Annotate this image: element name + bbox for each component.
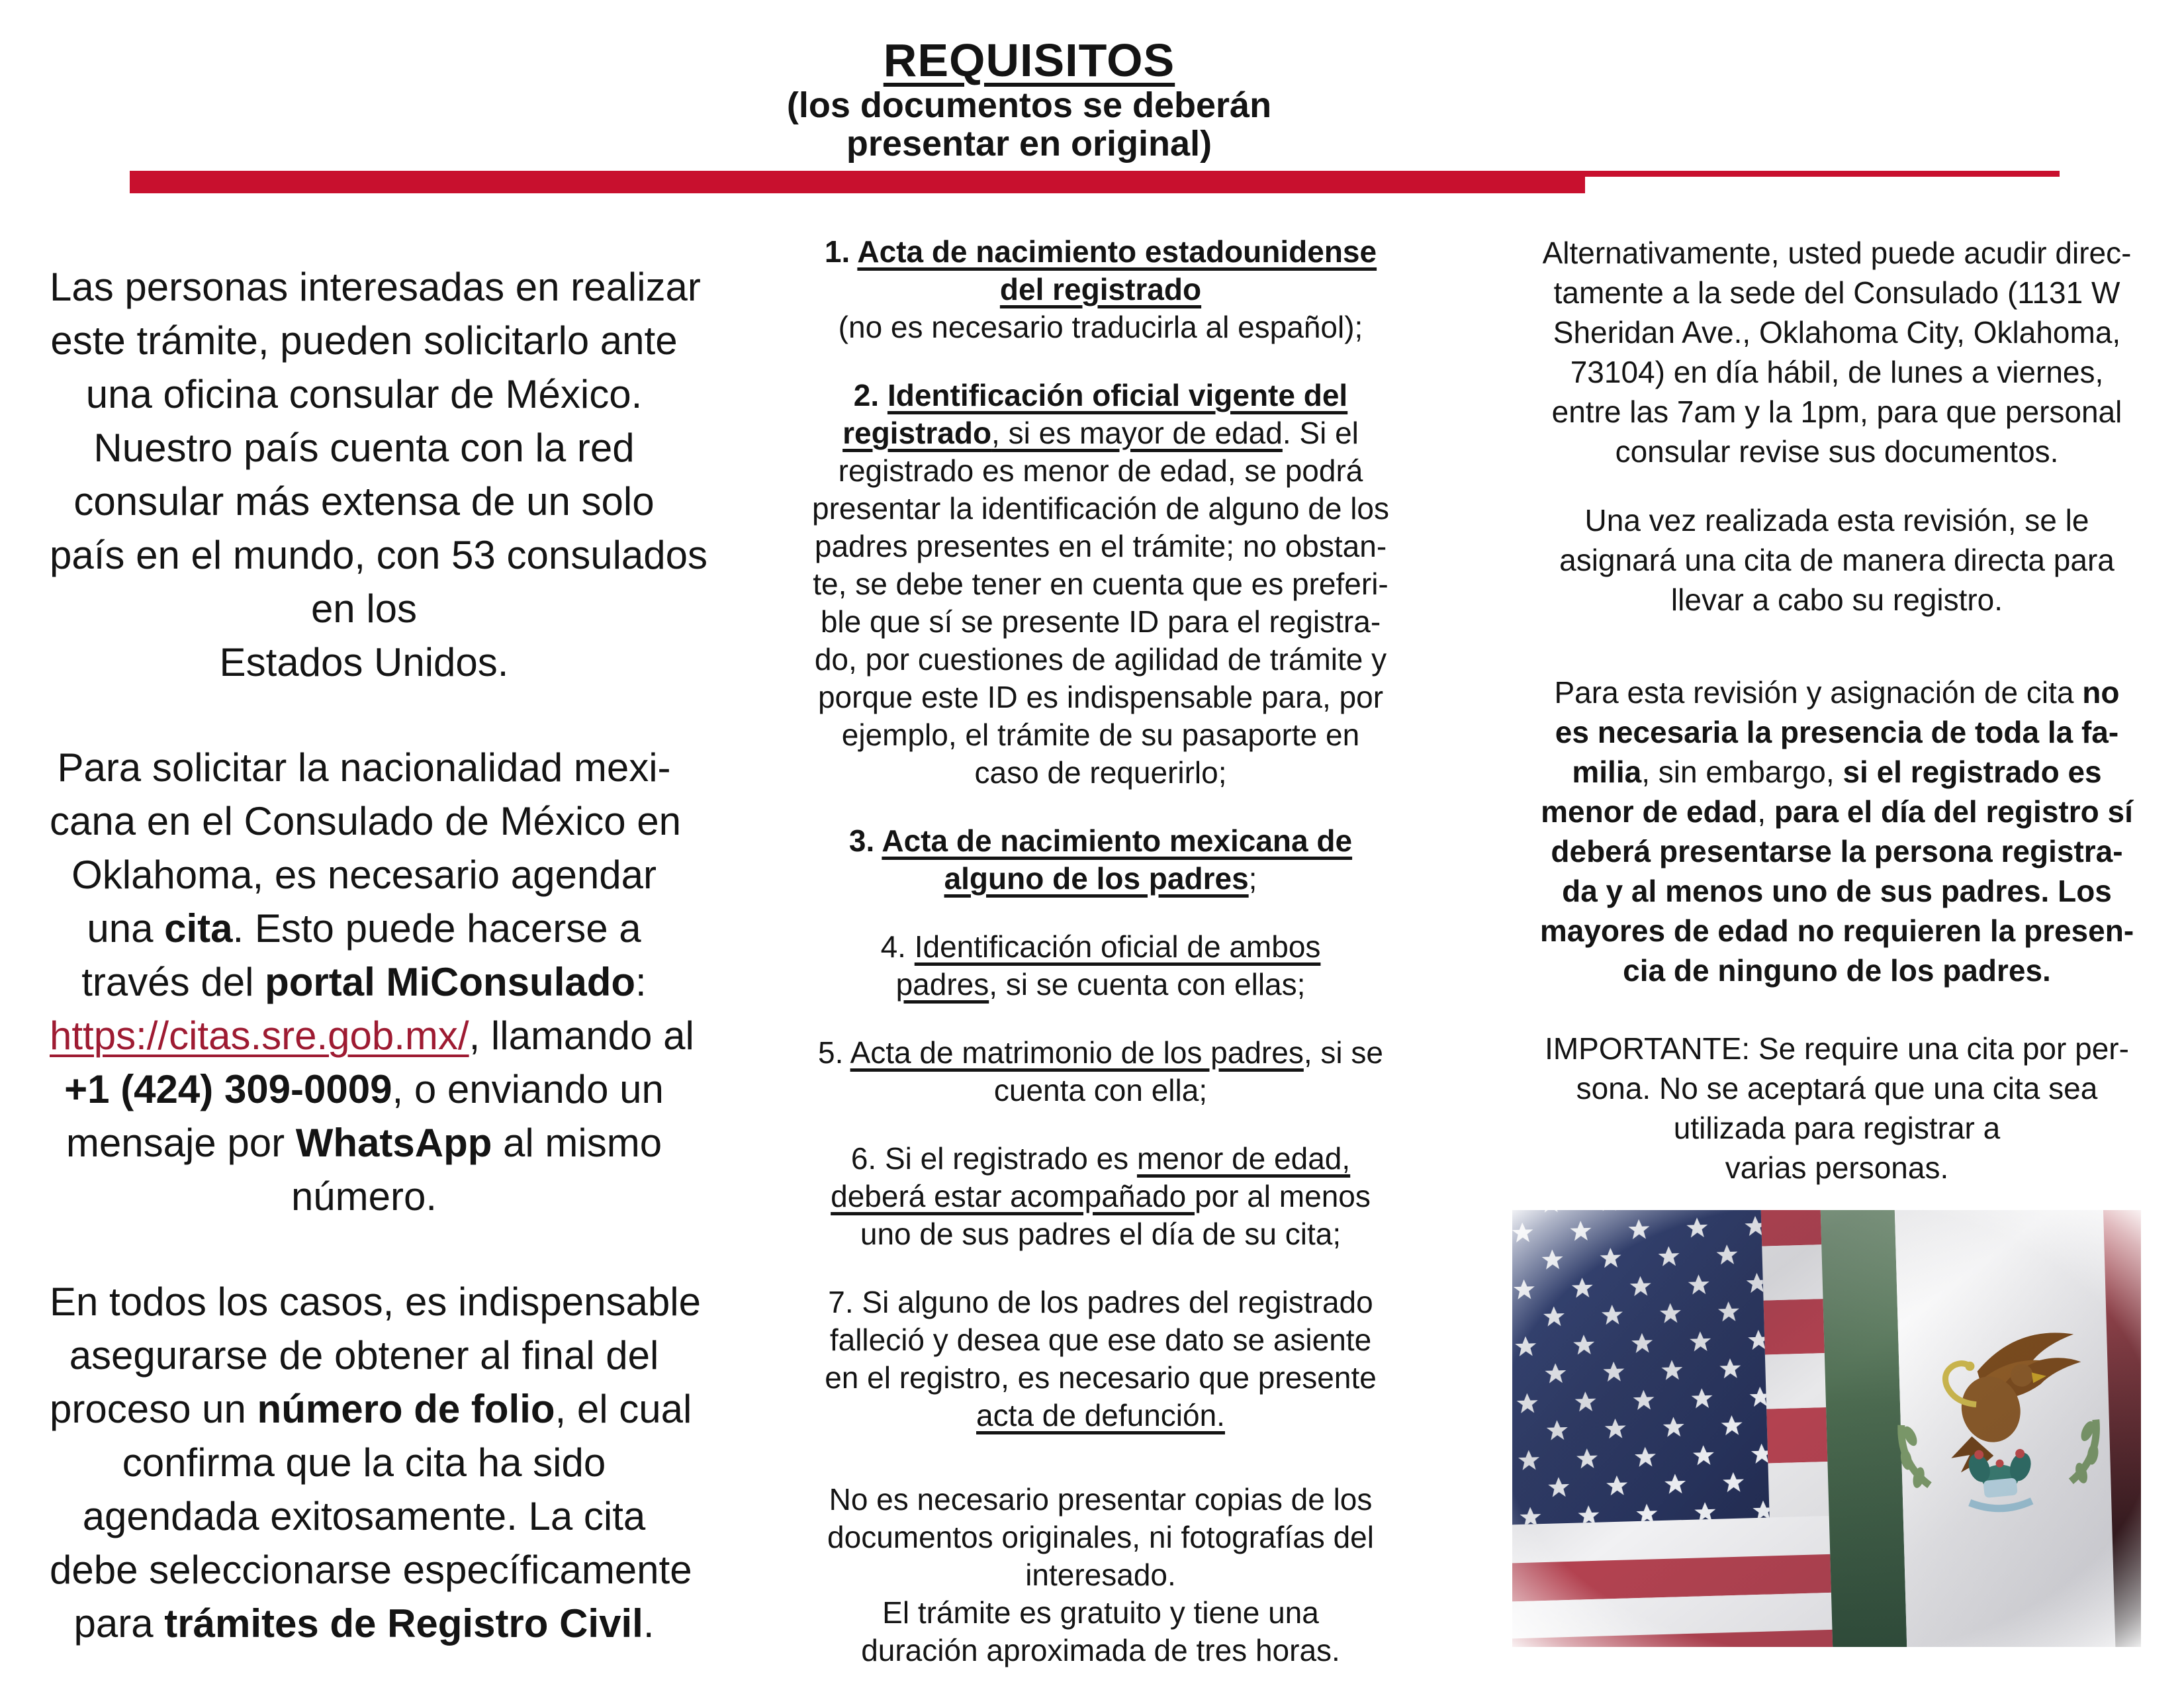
text-run: una oficina consular de México. xyxy=(85,372,643,416)
text-line xyxy=(766,1359,1435,1397)
text-line xyxy=(766,1284,1435,1321)
text-line xyxy=(1491,233,2183,273)
text-run: para xyxy=(73,1601,165,1646)
text-run: 73104) en día hábil, de lunes a viernes, xyxy=(1570,355,2104,389)
text-run: , sin embargo, xyxy=(1641,755,1843,789)
paragraph xyxy=(1491,500,2183,620)
text-line xyxy=(1491,951,2183,990)
text-run: Una vez realizada esta revisión, se le xyxy=(1584,503,2089,538)
text-run: en el registro, es necesario que presente xyxy=(825,1360,1377,1395)
paragraph xyxy=(766,1034,1435,1109)
text-run: , xyxy=(1757,794,1774,829)
paragraph xyxy=(1491,233,2183,471)
text-line xyxy=(50,741,678,794)
text-run: es necesaria la presencia de toda la fa- xyxy=(1555,715,2119,749)
text-run: una xyxy=(87,906,165,951)
paragraph xyxy=(766,928,1435,1004)
text-run: cita xyxy=(164,906,233,951)
text-run: padres presentes en el trámite; no obstan- xyxy=(814,529,1387,563)
paragraph xyxy=(50,260,708,689)
text-line xyxy=(1491,392,2183,432)
text-line xyxy=(766,1140,1435,1178)
text-line xyxy=(50,475,678,528)
text-run: agendada exitosamente. La cita xyxy=(82,1494,646,1538)
text-run: cuenta con ella; xyxy=(993,1073,1208,1107)
text-run: porque este ID es indispensable para, por xyxy=(817,680,1384,714)
text-run: 3. xyxy=(848,823,882,858)
text-run: no xyxy=(2082,675,2120,710)
text-line xyxy=(1491,312,2183,352)
text-run: por al menos xyxy=(1194,1179,1371,1213)
text-line xyxy=(1491,1108,2183,1148)
text-run: Estados Unidos. xyxy=(219,640,509,684)
text-line xyxy=(766,754,1435,792)
text-run: WhatsApp xyxy=(295,1121,492,1165)
text-run: portal MiConsulado xyxy=(265,960,636,1004)
text-run: IMPORTANTE: Se require una cita por per- xyxy=(1545,1031,2129,1066)
paragraph xyxy=(766,822,1435,898)
text-run: interesado. xyxy=(1025,1558,1176,1592)
text-run: para el día del registro sí xyxy=(1774,794,2133,829)
accent-bar-thick xyxy=(130,171,1585,193)
text-run: ; xyxy=(1248,861,1257,896)
paragraph xyxy=(1491,673,2183,990)
text-line xyxy=(50,1329,678,1382)
column-right xyxy=(1491,233,2183,1188)
text-line xyxy=(1491,911,2183,951)
text-run: , si se xyxy=(1303,1035,1383,1070)
text-run: entre las 7am y la 1pm, para que personal xyxy=(1551,395,2122,429)
text-line xyxy=(1491,580,2183,620)
text-line xyxy=(766,452,1435,490)
text-line xyxy=(766,233,1435,271)
text-run: través del xyxy=(81,960,265,1004)
text-line xyxy=(1491,1029,2183,1068)
text-line xyxy=(50,1009,694,1062)
text-line xyxy=(50,1062,678,1116)
text-run: deberá presentarse la persona registra- xyxy=(1551,834,2123,868)
text-line xyxy=(50,955,678,1009)
text-line xyxy=(1491,792,2183,831)
text-run: 4. xyxy=(880,929,915,964)
text-run: registrado xyxy=(842,416,992,450)
text-run: 1. xyxy=(824,234,858,269)
text-line xyxy=(50,1543,692,1597)
paragraph xyxy=(50,1275,701,1650)
text-run: consular más extensa de un solo xyxy=(73,479,655,524)
text-run: do, por cuestiones de agilidad de trámite y xyxy=(814,642,1387,677)
text-run: Oklahoma, es necesario agendar xyxy=(71,853,657,897)
text-line xyxy=(50,582,678,635)
text-run: acta de defunción. xyxy=(976,1398,1225,1432)
text-line xyxy=(1491,540,2183,580)
text-run: proceso un xyxy=(50,1387,257,1431)
text-run: 7. Si alguno de los padres del registrado xyxy=(828,1285,1373,1319)
text-line xyxy=(50,1116,678,1170)
text-line xyxy=(766,1397,1435,1434)
text-line xyxy=(1491,432,2183,471)
text-line xyxy=(50,1597,678,1650)
text-line xyxy=(50,902,678,955)
text-run: duración aproximada de tres horas. xyxy=(861,1633,1340,1667)
text-run: registrado es menor de edad, se podrá xyxy=(838,453,1363,488)
text-line xyxy=(766,1321,1435,1359)
column-left xyxy=(50,260,708,1650)
text-line xyxy=(50,794,681,848)
text-line xyxy=(766,860,1435,898)
text-line xyxy=(766,490,1435,528)
text-line xyxy=(766,528,1435,565)
text-line xyxy=(1491,673,2183,712)
paragraph xyxy=(766,233,1435,346)
flags-image xyxy=(1512,1210,2141,1647)
text-line xyxy=(50,1489,678,1543)
paragraph xyxy=(766,1481,1435,1669)
text-run: si el registrado es xyxy=(1843,755,2102,789)
text-line xyxy=(50,528,708,582)
text-run: +1 (424) 309-0009 xyxy=(64,1067,392,1111)
text-line xyxy=(50,1436,678,1489)
text-run: ejemplo, el trámite de su pasaporte en xyxy=(841,718,1360,752)
text-run: Identificación oficial vigente del xyxy=(887,378,1348,412)
text-run: El trámite es gratuito y tiene una xyxy=(882,1595,1319,1630)
text-run: país en el mundo, con 53 consulados xyxy=(50,533,708,577)
text-line xyxy=(766,1072,1435,1109)
text-line xyxy=(766,679,1435,716)
text-run: menor de edad xyxy=(1541,794,1758,829)
text-run: llevar a cabo su registro. xyxy=(1670,583,2003,617)
text-run: Identificación oficial de ambos xyxy=(914,929,1321,964)
text-run: en los xyxy=(310,586,418,631)
text-run: asignará una cita de manera directa para xyxy=(1559,543,2115,577)
text-line xyxy=(50,1170,678,1223)
paragraph xyxy=(1491,1029,2183,1188)
text-run: Alternativamente, usted puede acudir direc- xyxy=(1542,236,2132,270)
text-line xyxy=(1491,871,2183,911)
text-line xyxy=(1491,831,2183,871)
text-line xyxy=(50,1382,692,1436)
text-line xyxy=(766,565,1435,603)
text-run: utilizada para registrar a xyxy=(1673,1111,2001,1145)
text-run: tamente a la sede del Consulado (1131 W xyxy=(1553,275,2120,310)
text-line xyxy=(1491,352,2183,392)
text-run: debe seleccionarse específicamente xyxy=(50,1548,692,1592)
text-run: uno de sus padres el día de su cita; xyxy=(860,1217,1342,1251)
text-run: deberá estar acompañado xyxy=(831,1179,1195,1213)
text-run: 5. xyxy=(817,1035,850,1070)
text-line xyxy=(766,271,1435,308)
text-line xyxy=(766,377,1435,414)
header xyxy=(728,34,1330,163)
text-line xyxy=(766,414,1435,452)
text-run: sona. No se aceptará que una cita sea xyxy=(1576,1071,2098,1105)
text-run: , si es mayor de edad xyxy=(991,416,1283,450)
text-line xyxy=(1491,1148,2183,1188)
text-run: caso de requerirlo; xyxy=(974,755,1227,790)
text-run: cana en el Consulado de México en xyxy=(50,799,681,843)
text-run: . Si el xyxy=(1282,416,1359,450)
text-run: asegurarse de obtener al final del xyxy=(69,1333,659,1378)
text-run: Para esta revisión y asignación de cita xyxy=(1554,675,2083,710)
vignette-overlay xyxy=(1512,1210,2141,1647)
text-run: Acta de matrimonio de los padres xyxy=(850,1035,1304,1070)
text-run: consular revise sus documentos. xyxy=(1615,434,2059,469)
text-line xyxy=(766,822,1435,860)
text-line xyxy=(766,1556,1435,1594)
text-run: En todos los casos, es indispensable xyxy=(50,1280,701,1324)
paragraph xyxy=(50,741,694,1223)
text-run: da y al menos uno de sus padres. Los xyxy=(1562,874,2112,908)
text-run: 6. Si el registrado es xyxy=(850,1141,1137,1176)
text-line xyxy=(766,1215,1435,1253)
text-run: número de folio xyxy=(257,1387,555,1431)
text-run: . xyxy=(643,1601,655,1646)
text-run: padres xyxy=(895,967,989,1002)
text-run: al mismo xyxy=(492,1121,662,1165)
text-line xyxy=(766,1481,1435,1519)
text-run: 2. xyxy=(853,378,887,412)
text-run: Nuestro país cuenta con la red xyxy=(93,426,635,470)
text-line xyxy=(1491,712,2183,752)
text-line xyxy=(766,1632,1435,1669)
text-line xyxy=(1491,752,2183,792)
text-line xyxy=(1491,500,2183,540)
text-run: , llamando al xyxy=(469,1013,694,1058)
text-run: menor de edad, xyxy=(1136,1141,1351,1176)
text-line xyxy=(766,641,1435,679)
text-run: Acta de nacimiento mexicana de xyxy=(882,823,1353,858)
text-line xyxy=(50,1275,701,1329)
text-run: Las personas interesadas en realizar xyxy=(50,265,701,309)
text-run: este trámite, pueden solicitarlo ante xyxy=(50,318,678,363)
citas-link[interactable]: https://citas.sre.gob.mx/ xyxy=(50,1013,469,1058)
text-line xyxy=(766,716,1435,754)
text-run: : xyxy=(635,960,647,1004)
text-line xyxy=(766,603,1435,641)
text-run: varias personas. xyxy=(1725,1150,1949,1185)
text-line xyxy=(766,1178,1435,1215)
text-run: cia de ninguno de los padres. xyxy=(1623,953,2051,988)
text-run: ble que sí se presente ID para el registra- xyxy=(820,604,1381,639)
text-run: milia xyxy=(1572,755,1642,789)
text-run: Sheridan Ave., Oklahoma City, Oklahoma, xyxy=(1553,315,2121,350)
text-run: te, se debe tener en cuenta que es preferi- xyxy=(813,567,1388,601)
flags-svg xyxy=(1512,1210,2141,1647)
text-line xyxy=(766,1034,1435,1072)
text-run: falleció y desea que ese dato se asiente xyxy=(829,1323,1372,1357)
text-line xyxy=(1491,273,2183,312)
page-subtitle-line1: (los documentos se deberán xyxy=(786,85,1272,125)
text-run: trámites de Registro Civil xyxy=(164,1601,643,1646)
text-run: . Esto puede hacerse a xyxy=(232,906,641,951)
paragraph xyxy=(766,1284,1435,1434)
column-middle xyxy=(766,233,1435,1669)
text-run: Para solicitar la nacionalidad mexi- xyxy=(57,745,671,790)
text-line xyxy=(50,314,678,367)
text-run: presentar la identificación de alguno de los xyxy=(811,491,1390,526)
page-subtitle-line2: presentar en original) xyxy=(846,124,1212,164)
text-run: , el cual xyxy=(555,1387,692,1431)
paragraph xyxy=(766,377,1435,792)
text-line xyxy=(766,1594,1435,1632)
text-run: mensaje por xyxy=(66,1121,296,1165)
text-run: , o enviando un xyxy=(392,1067,664,1111)
text-run: (no es necesario traducirla al español); xyxy=(838,310,1363,344)
text-run: del registrado xyxy=(999,272,1202,306)
text-run: , si se cuenta con ellas; xyxy=(989,967,1306,1002)
text-line xyxy=(1491,1068,2183,1108)
text-line xyxy=(50,367,678,421)
text-line xyxy=(50,421,678,475)
page-title: REQUISITOS xyxy=(883,34,1175,86)
text-line xyxy=(50,260,701,314)
paragraph xyxy=(766,1140,1435,1253)
text-line xyxy=(50,848,678,902)
text-run: confirma que la cita ha sido xyxy=(122,1440,606,1485)
text-line xyxy=(50,635,678,689)
text-run: documentos originales, ni fotografías del xyxy=(827,1520,1374,1554)
text-line xyxy=(766,308,1435,346)
text-line xyxy=(766,1519,1435,1556)
text-run: mayores de edad no requieren la presen- xyxy=(1539,914,2134,948)
text-run: número. xyxy=(291,1174,437,1219)
text-run: No es necesario presentar copias de los xyxy=(829,1482,1373,1517)
text-run: Acta de nacimiento estadounidense xyxy=(857,234,1377,269)
text-line xyxy=(766,966,1435,1004)
text-run: alguno de los padres xyxy=(944,861,1249,896)
text-line xyxy=(766,928,1435,966)
